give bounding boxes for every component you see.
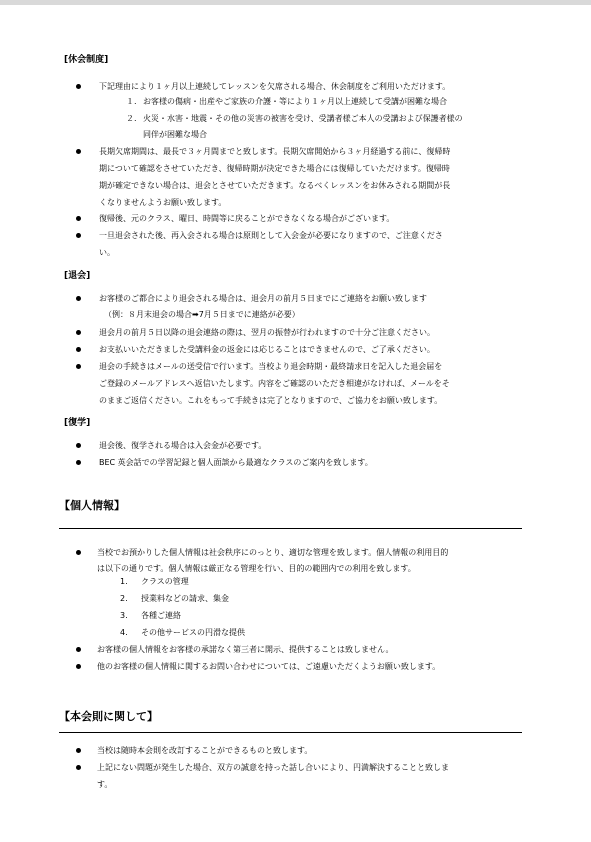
bullet-dot (76, 149, 81, 154)
section-heading-kaisoku: 【本会則に関して】 (59, 710, 158, 723)
kojin-bullet-1-line-2: は以下の通りです。個人情報は厳正なる管理を行い、目的の範囲内での利用を致します。 (97, 564, 416, 573)
bullet-dot (76, 330, 81, 335)
fukugaku-bullet-1: 退会後、復学される場合は入会金が必要です。 (99, 441, 267, 450)
bullet-dot (76, 84, 81, 89)
taikai-bullet-4-line-1: 退会の手続きはメールの送受信で行います。当校より退会時期・最終請求日を記入した退会届を (99, 362, 443, 371)
taikai-bullet-2: 退会月の前月５日以降の退会連絡の際は、翌月の振替が行われますので十分ご注意ください。 (99, 328, 435, 337)
section-divider (59, 528, 522, 529)
taikai-bullet-3: お支払いいただきました受講料金の返金には応じることはできませんので、ご了承ください。 (99, 345, 435, 354)
kojin-bullet-1-line-1: 当校でお預かりした個人情報は社会秩序にのっとり、適切な管理を致します。個人情報の利用目的 (97, 548, 449, 557)
kyukai-numbered-2-line-1: 火災・水害・地震・その他の災害の被害を受け、受講者様ご本人の受講および保護者様の (143, 114, 463, 123)
kyukai-bullet-2-line-1: 長期欠席期間は、最長で３ヶ月間までと致します。長期欠席開始から３ヶ月経過する前に、復帰時 (99, 147, 451, 156)
kyukai-bullet-2-line-4: くなりませんようお願い致します。 (99, 198, 227, 207)
bullet-dot (76, 233, 81, 238)
bullet-dot (76, 550, 81, 555)
bullet-dot (76, 296, 81, 301)
section-heading-taikai: [退会] (64, 271, 91, 281)
numbered-marker: 1. (120, 577, 128, 586)
section-heading-fukugaku: [復学] (64, 418, 91, 428)
bullet-dot (76, 765, 81, 770)
kyukai-bullet-1: 下記理由により１ヶ月以上連続してレッスンを欠席される場合、休会制度をご利用いただけます。 (99, 82, 451, 91)
numbered-marker: 4. (120, 628, 128, 637)
numbered-marker: 2. (120, 594, 128, 603)
bullet-dot (76, 664, 81, 669)
bullet-dot (76, 647, 81, 652)
kaisoku-bullet-2-line-2: す。 (97, 780, 113, 789)
kojin-numbered-item: 授業料などの請求、集金 (141, 594, 229, 603)
kojin-numbered-item: 各種ご連絡 (141, 611, 181, 620)
kojin-numbered-item: その他サービスの円滑な提供 (141, 628, 245, 637)
kaisoku-bullet-2-line-1: 上記にない問題が発生した場合、双方の誠意を持った話し合いにより、円満解決することと致しま (97, 763, 449, 772)
kojin-bullet-2: お客様の個人情報をお客様の承諾なく第三者に開示、提供することは致しません。 (97, 645, 394, 654)
numbered-marker: ２. (126, 114, 137, 123)
section-divider (59, 732, 522, 733)
section-heading-kojin: 【個人情報】 (59, 499, 125, 512)
kyukai-bullet-4-line-1: 一旦退会された後、再入会される場合は原則として入会金が必要になりますので、ご注意くださ (99, 231, 443, 240)
section-heading-kyukai: [休会制度] (64, 55, 109, 65)
taikai-bullet-4-line-3: のままご返信ください。これをもって手続きは完了となりますので、ご協力をお願い致します。 (99, 396, 443, 405)
kojin-numbered-item: クラスの管理 (141, 577, 189, 586)
kyukai-bullet-3: 復帰後、元のクラス、曜日、時間等に戻ることができなくなる場合がございます。 (99, 214, 395, 223)
kyukai-numbered-1: お客様の傷病・出産やご家族の介護・等により１ヶ月以上連続して受講が困難な場合 (143, 97, 447, 106)
kyukai-bullet-4-line-2: い。 (99, 248, 115, 257)
kojin-bullet-3: 他のお客様の個人情報に関するお問い合わせについては、ご遠慮いただくようお願い致します。 (97, 662, 441, 671)
bullet-dot (76, 748, 81, 753)
taikai-bullet-1-line-2: （例：８月末退会の場合➡7月５日までに連絡が必要） (104, 310, 300, 319)
taikai-bullet-4-line-2: ご登録のメールアドレスへ返信いたします。内容をご確認のいただき相違がなければ、メールをそ (99, 379, 450, 388)
kyukai-bullet-2-line-3: 期が確定できない場合は、退会とさせていただきます。なるべくレッスンをお休みされる期間が長 (99, 181, 451, 190)
bullet-dot (76, 216, 81, 221)
bullet-dot (76, 347, 81, 352)
numbered-marker: １. (126, 97, 137, 106)
kyukai-bullet-2-line-2: 期について確認をさせていただき、復帰時期が決定できた場合には復帰していただけます。復帰時 (99, 164, 450, 173)
kaisoku-bullet-1: 当校は随時本会則を改訂することができるものと致します。 (97, 746, 313, 755)
bullet-dot (76, 364, 81, 369)
fukugaku-bullet-2: BEC 英会話での学習記録と個人面談から最適なクラスのご案内を致します。 (99, 458, 373, 467)
numbered-marker: 3. (120, 611, 128, 620)
kyukai-numbered-2-line-2: 同伴が困難な場合 (143, 130, 207, 139)
bullet-dot (76, 460, 81, 465)
taikai-bullet-1-line-1: お客様のご都合により退会される場合は、退会月の前月５日までにご連絡をお願い致します (99, 294, 427, 303)
bullet-dot (76, 443, 81, 448)
